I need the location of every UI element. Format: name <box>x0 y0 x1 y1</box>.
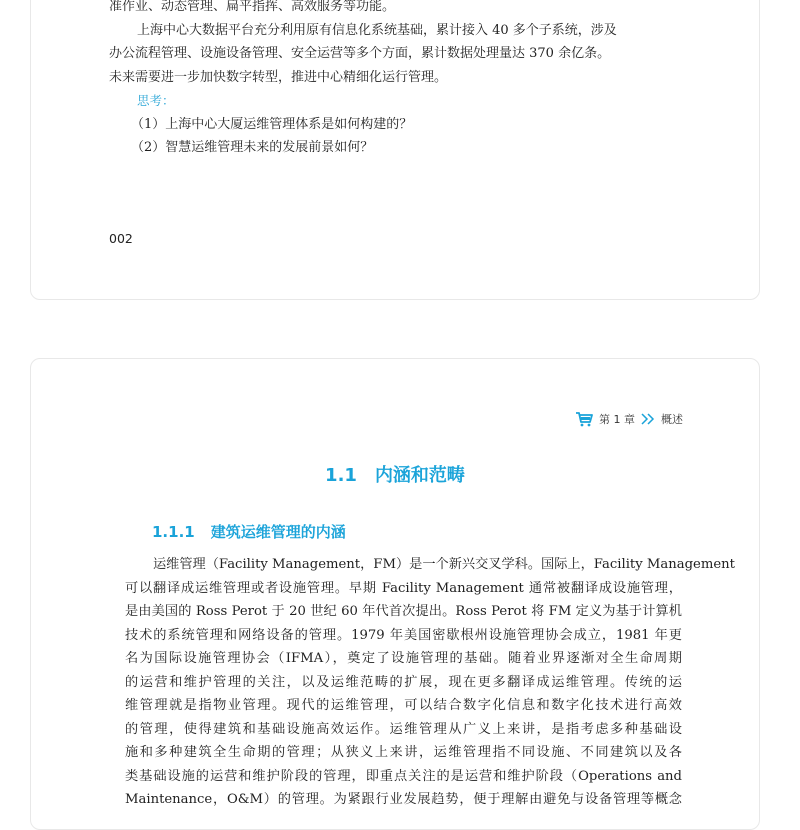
chapter-title: 概述 <box>661 413 683 426</box>
text-line: 名为国际设施管理协会（IFMA），奠定了设施管理的基础。随着业界逐渐对全生命周期 <box>125 651 682 666</box>
text-line: 的管理，使得建筑和基础设施高效运作。运维管理从广义上来讲，是指考虑多种基础设 <box>125 721 682 737</box>
subsection-number: 1.1.1 <box>152 523 195 541</box>
page-003 <box>30 358 760 830</box>
text-line: 的运营和维护管理的关注，以及运维范畴的扩展，现在更多翻译成运维管理。传统的运 <box>125 674 682 690</box>
text-line: Maintenance，O&M）的管理。为紧跟行业发展趋势，便于理解由避免与设备管理等概念 <box>125 792 682 807</box>
text-line: 可以翻译成运维管理或者设施管理。早期 Facility Management 通常被翻译成设施管理， <box>125 580 682 596</box>
question-2: （2）智慧运维管理未来的发展前景如何？ <box>131 140 374 155</box>
text-line: 办公流程管理、设施设备管理、安全运营等多个方面，累计数据处理量达 370 余亿条。 <box>109 46 611 61</box>
text-line: 维管理就是指物业管理。现代的运维管理，可以结合数字化信息和数字化技术进行高效 <box>125 698 682 713</box>
text-line: 未来需要进一步加快数字转型，推进中心精细化运行管理。 <box>109 69 448 85</box>
chapter-label: 第 1 章 <box>599 413 635 426</box>
subsection-heading <box>152 521 346 542</box>
section-heading <box>31 461 759 487</box>
body-paragraph <box>125 553 735 812</box>
text-line: 施和多种建筑全生命期的管理；从狭义上来讲，运维管理指不同设施、不同建筑以及各 <box>125 745 682 760</box>
page-002-paragraph <box>109 0 669 160</box>
book-icon <box>575 411 593 427</box>
subsection-title: 建筑运维管理的内涵 <box>210 523 346 541</box>
question-1: （1）上海中心大厦运维管理体系是如何构建的？ <box>131 116 413 132</box>
text-line: 运维管理（Facility Management，FM）是一个新兴交叉学科。国际上，Facility Management <box>153 557 735 572</box>
running-header <box>575 411 683 427</box>
page-number: 002 <box>109 231 133 246</box>
text-line: 类基础设施的运营和维护阶段的管理，即重点关注的是运营和维护阶段（Operations and <box>125 768 682 784</box>
text-line: 上海中心大数据平台充分利用原有信息化系统基础，累计接入 40 多个子系统，涉及 <box>137 22 617 38</box>
section-title: 内涵和范畴 <box>374 465 465 486</box>
think-label: 思考： <box>137 93 175 108</box>
text-line: 技术的系统管理和网络设备的管理。1979 年美国密歇根州设施管理协会成立，1981 年更 <box>125 627 682 643</box>
double-chevron-right-icon <box>641 413 655 425</box>
text-line: 是由美国的 Ross Perot 于 20 世纪 60 年代首次提出。Ross Perot 将 FM 定义为基于计算机 <box>125 604 682 619</box>
section-number: 1.1 <box>325 465 357 486</box>
text-line: 准作业、动态管理、扁平指挥、高效服务等功能。 <box>109 0 396 14</box>
page-002 <box>30 0 760 300</box>
